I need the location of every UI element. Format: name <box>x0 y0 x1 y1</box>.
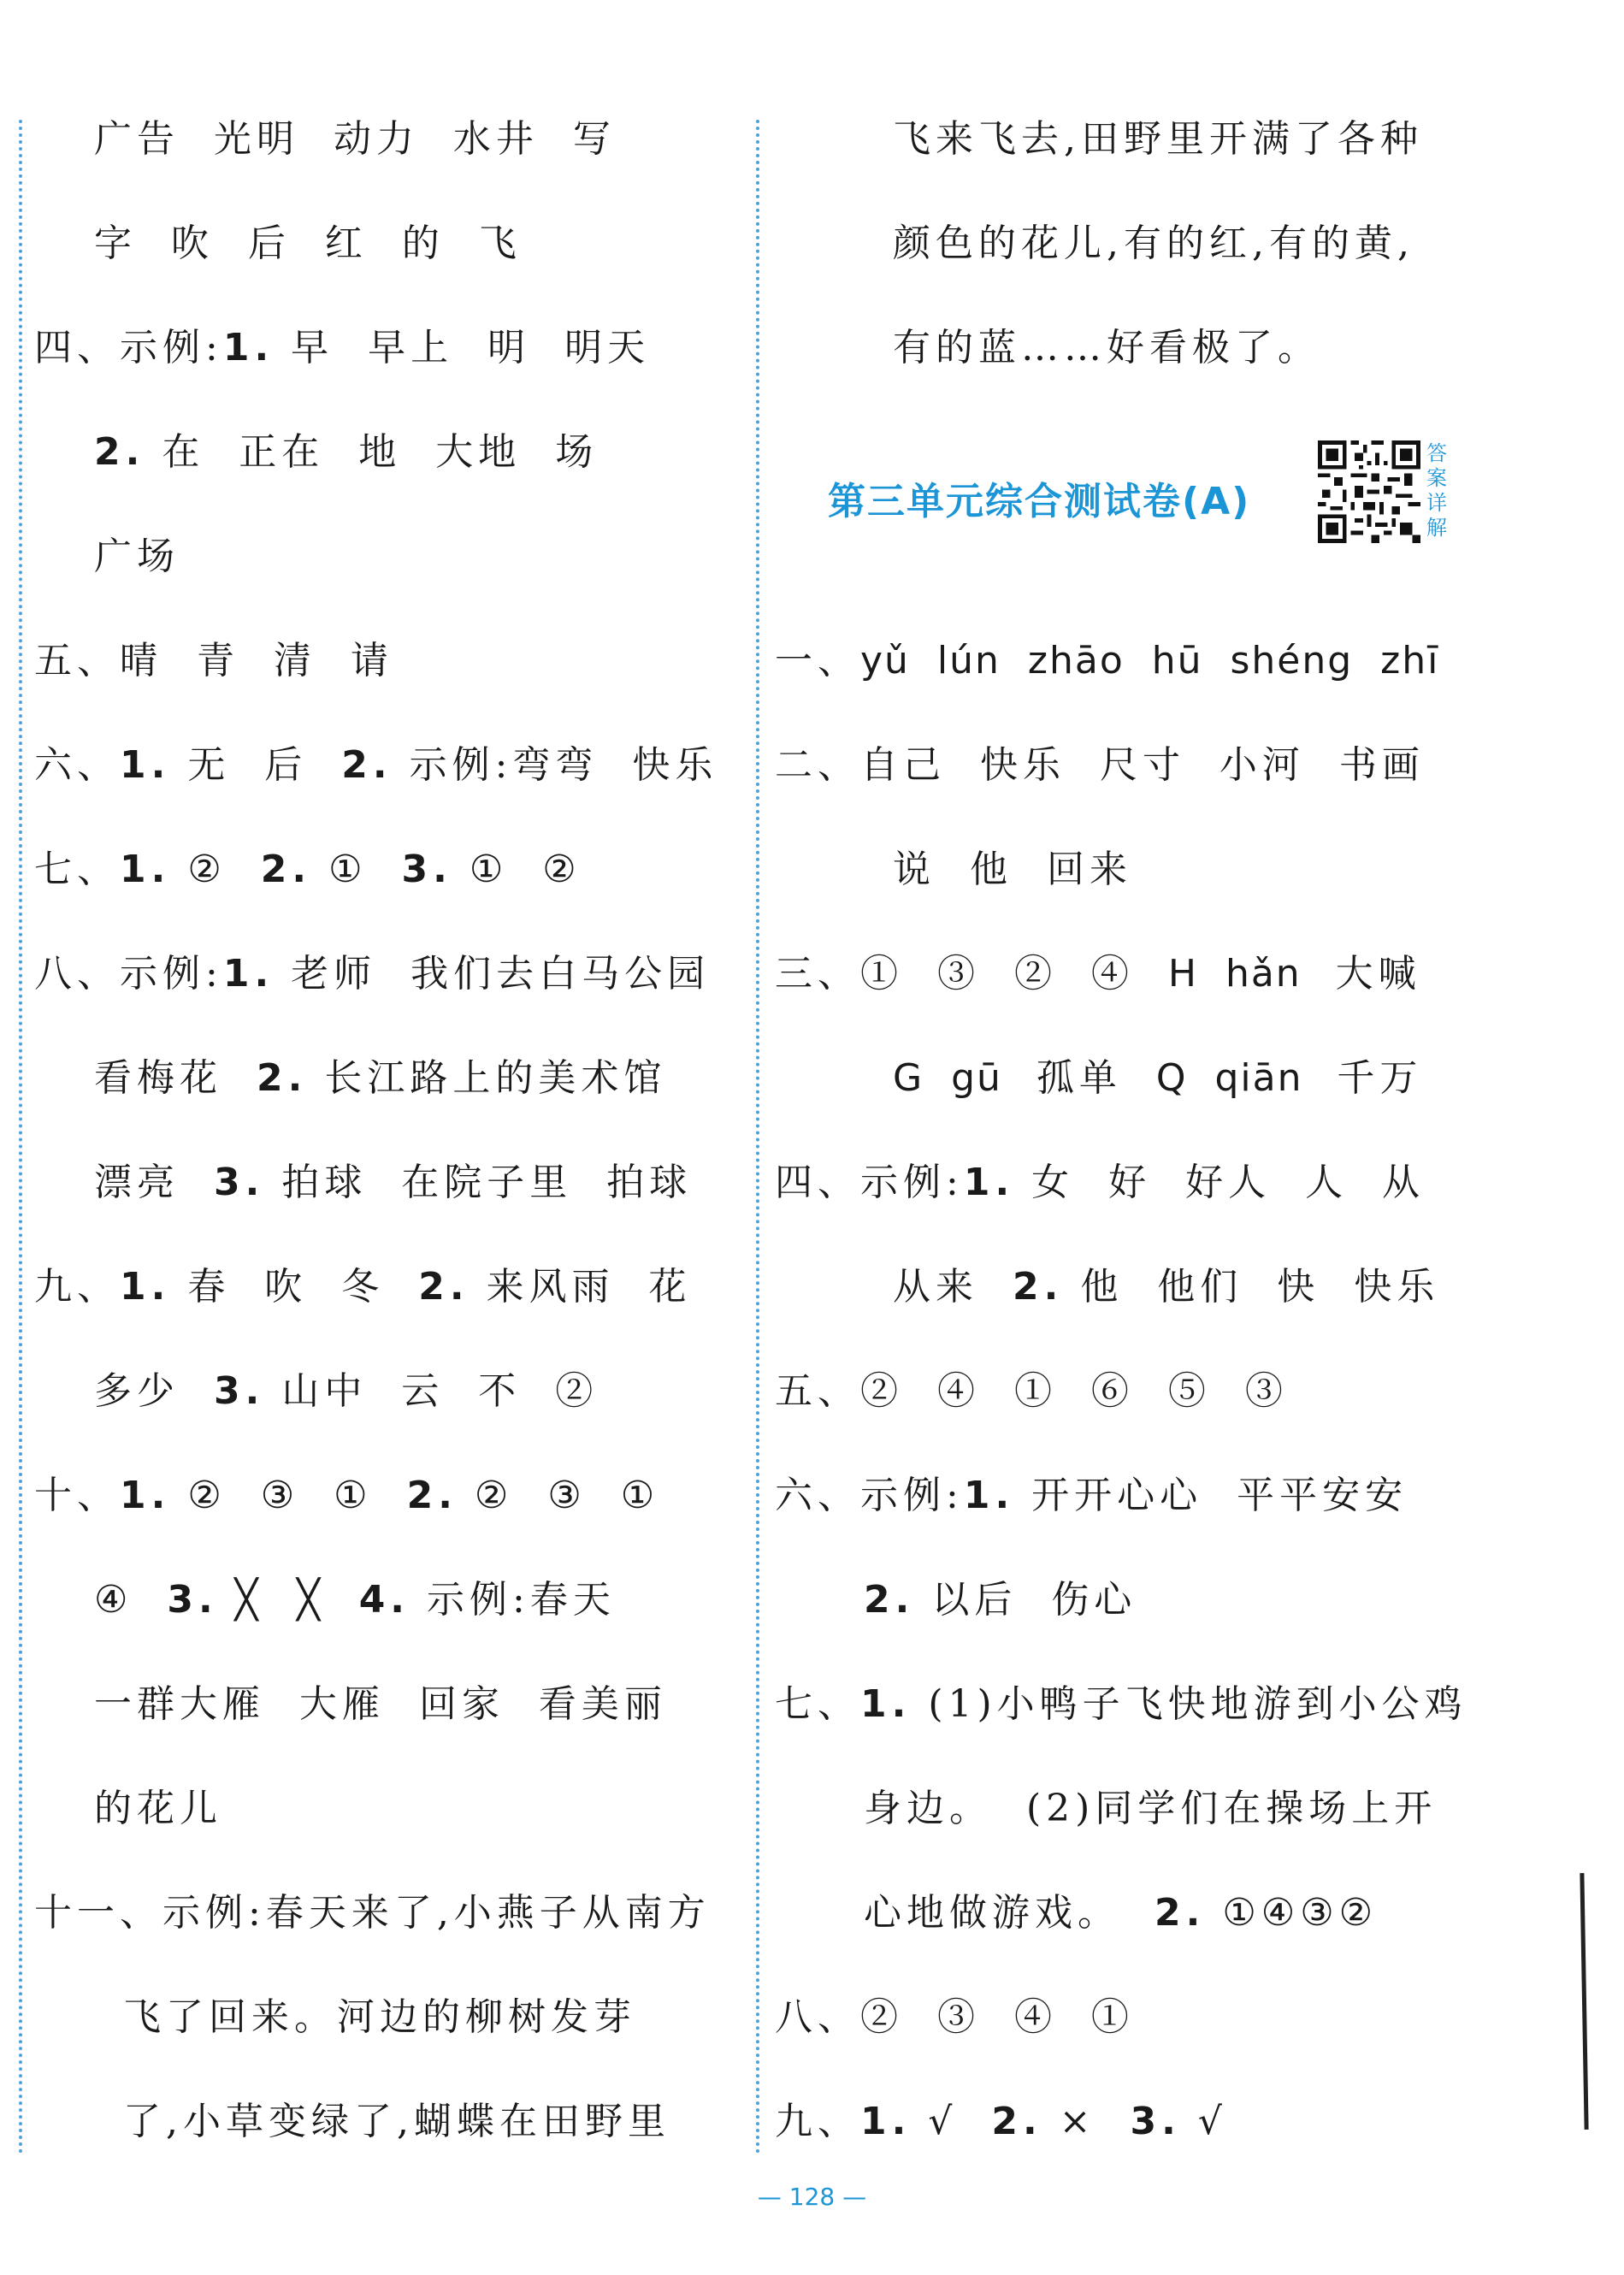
answer-line: 九、1. 春 吹 冬 2. 来风雨 花 <box>34 1265 692 1309</box>
answer-line: 2. 以后 伤心 <box>864 1578 1137 1622</box>
answer-line: 六、示例:1. 开开心心 平平安安 <box>775 1474 1408 1517</box>
answer-line: 广告 光明 动力 水井 写 <box>94 117 616 161</box>
answer-line: 九、1. √ 2. × 3. √ <box>775 2100 1227 2143</box>
section-title: 第三单元综合测试卷(A) <box>828 480 1251 523</box>
answer-line: 身边。 (2)同学们在操场上开 <box>864 1787 1438 1830</box>
answer-line: G gū 孤单 Q qiān 千万 <box>893 1056 1423 1100</box>
answer-line: ④ 3. ╳ ╳ 4. 示例:春天 <box>94 1578 616 1622</box>
answer-line: 八、② ③ ④ ① <box>775 1995 1134 2039</box>
answer-line: 漂亮 3. 拍球 在院子里 拍球 <box>94 1161 693 1204</box>
answer-line: 有的蓝……好看极了。 <box>893 326 1320 369</box>
answer-line: 二、自己 快乐 尺寸 小河 书画 <box>775 743 1425 787</box>
answer-line: 五、晴 青 清 请 <box>34 639 393 682</box>
answer-line: 五、② ④ ① ⑥ ⑤ ③ <box>775 1369 1288 1413</box>
answer-line: 心地做游戏。 2. ①④③② <box>864 1891 1379 1935</box>
page-edge-shadow <box>1580 1873 1588 2130</box>
page-number: — 128 — <box>757 2183 867 2211</box>
answer-line: 飞来飞去,田野里开满了各种 <box>893 117 1423 161</box>
answer-line: 一、yǔ lún zhāo hū shéng zhī <box>775 639 1440 682</box>
answer-line: 了,小草变绿了,蝴蝶在田野里 <box>123 2100 670 2143</box>
answer-line: 六、1. 无 后 2. 示例:弯弯 快乐 <box>34 743 718 787</box>
answer-line: 十、1. ② ③ ① 2. ② ③ ① <box>34 1474 660 1517</box>
qr-code-icon[interactable] <box>1318 440 1420 543</box>
answer-line: 的花儿 <box>94 1787 222 1830</box>
answer-line: 从来 2. 他 他们 快 快乐 <box>893 1265 1440 1309</box>
answer-line: 看梅花 2. 长江路上的美术馆 <box>94 1056 667 1100</box>
answer-line: 十一、示例:春天来了,小燕子从南方 <box>34 1891 711 1935</box>
answer-line: 2. 在 正在 地 大地 场 <box>94 430 599 474</box>
answer-line: 三、① ③ ② ④ H hǎn 大喊 <box>775 952 1421 996</box>
answer-line: 字 吹 后 红 的 飞 <box>94 222 522 265</box>
answer-line: 四、示例:1. 女 好 好人 人 从 <box>775 1161 1426 1204</box>
answer-line: 七、1. (1)小鸭子飞快地游到小公鸡 <box>775 1682 1468 1726</box>
qr-caption: 答案详解 <box>1426 441 1447 540</box>
left-dotted-border <box>19 120 22 2155</box>
answer-line: 多少 3. 山中 云 不 ② <box>94 1369 599 1413</box>
answer-line: 一群大雁 大雁 回家 看美丽 <box>94 1682 667 1726</box>
middle-dotted-divider <box>756 120 759 2155</box>
answer-line: 说 他 回来 <box>893 848 1132 891</box>
answer-line: 广场 <box>94 535 180 578</box>
answer-line: 飞了回来。河边的柳树发芽 <box>123 1995 636 2039</box>
answer-line: 七、1. ② 2. ① 3. ① ② <box>34 848 582 891</box>
answer-line: 颜色的花儿,有的红,有的黄, <box>893 222 1414 265</box>
answer-line: 八、示例:1. 老师 我们去白马公园 <box>34 952 711 996</box>
answer-line: 四、示例:1. 早 早上 明 明天 <box>34 326 651 369</box>
